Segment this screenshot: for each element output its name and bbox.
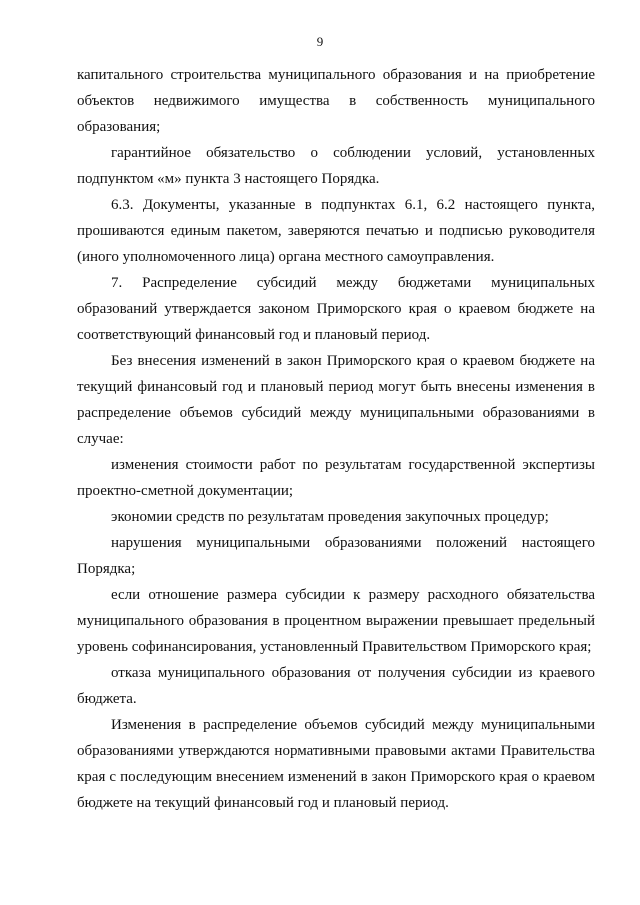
list-item-violations: нарушения муниципальными образованиями положений настоящего Порядка; [77, 535, 595, 577]
list-item-cofinancing-limit: если отношение размера субсидии к размеру расходного обязательства муниципального образования в процентном выражении превышает предельный уровень софинансирования, установленный Правительством Приморского края; [77, 587, 595, 655]
list-item-savings: экономии средств по результатам проведения закупочных процедур; [111, 509, 549, 525]
paragraph-continuation: капитального строительства муниципального образования и на приобретение объектов недвижимого имущества в собственность муниципального образования; [77, 67, 595, 135]
paragraph-changes-approval: Изменения в распределение объемов субсидий между муниципальными образованиями утверждаются нормативными правовыми актами Правительства края с последующим внесением изменений в закон Приморского края о краевом бюджете на текущий финансовый год и плановый период. [77, 717, 595, 811]
paragraph-guarantee-obligation: гарантийное обязательство о соблюдении условий, установленных подпунктом «м» пункта 3 настоящего Порядка. [77, 145, 595, 187]
page-number: 9 [316, 34, 324, 49]
list-item-cost-change: изменения стоимости работ по результатам государственной экспертизы проектно-сметной документации; [77, 457, 595, 499]
list-item-refusal: отказа муниципального образования от получения субсидии из краевого бюджета. [77, 665, 595, 707]
document-body [77, 62, 595, 816]
paragraph-changes-without-law: Без внесения изменений в закон Приморского края о краевом бюджете на текущий финансовый год и плановый период могут быть внесены изменения в распределение объемов субсидий между муниципальными образованиями в случае: [77, 353, 595, 447]
paragraph-7: 7. Распределение субсидий между бюджетами муниципальных образований утверждается законом Приморского края о краевом бюджете на соответствующий финансовый год и плановый период. [77, 275, 595, 343]
paragraph-6-3: 6.3. Документы, указанные в подпунктах 6.1, 6.2 настоящего пункта, прошиваются единым пакетом, заверяются печатью и подписью руководителя (иного уполномоченного лица) органа местного самоуправления. [77, 197, 595, 265]
